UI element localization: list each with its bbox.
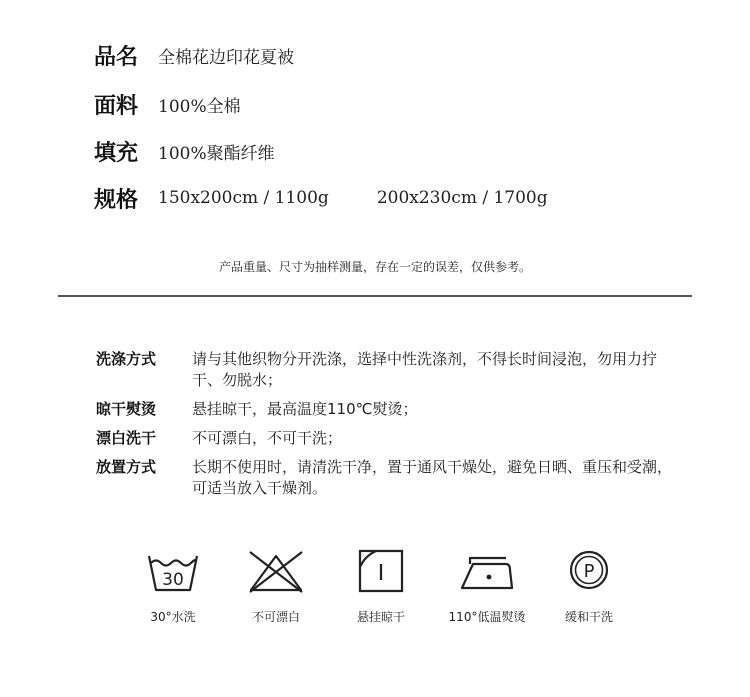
care-label-drying: 晾干熨烫 [96, 400, 157, 418]
no-bleach-symbol [221, 548, 331, 625]
iron-icon [456, 548, 518, 594]
dry-clean-letter: P [583, 561, 595, 582]
care-text-washing: 请与其他织物分开洗涤，选择中性洗涤剂，不得长时间浸泡，勿用力拧干、勿脱水； [192, 350, 658, 389]
care-text-drying: 悬挂晾干，最高温度110℃熨烫； [192, 400, 418, 418]
hang-dry-symbol [326, 548, 436, 625]
care-row-bleaching [96, 428, 686, 449]
spec-value-size-2: 200x230cm / 1700g [376, 188, 548, 208]
dry-clean-label: 缓和干洗 [564, 610, 613, 624]
iron-label: 110°低温熨烫 [448, 610, 526, 624]
care-row-storage [96, 457, 686, 499]
spec-label-fabric: 面料 [94, 93, 139, 119]
spec-label-size: 规格 [94, 187, 139, 213]
spec-row-filling [94, 136, 275, 166]
spec-label-name: 品名 [94, 44, 139, 70]
no-bleach-icon [245, 548, 307, 594]
care-text-bleaching: 不可漂白，不可干洗； [192, 429, 343, 447]
care-label-storage: 放置方式 [96, 458, 157, 476]
care-text-storage: 长期不使用时，请清洗干净，置于通风干燥处，避免日晒、重压和受潮，可适当放入干燥剂。 [192, 458, 673, 497]
spec-row-fabric [94, 89, 241, 119]
hang-dry-icon [357, 548, 405, 594]
care-row-drying [96, 399, 686, 420]
spec-row-name [94, 40, 294, 70]
spec-value-fabric: 100%全棉 [158, 96, 241, 117]
spec-value-name: 全棉花边印花夏被 [158, 47, 294, 68]
wash-temperature-number: 30 [162, 570, 184, 590]
hang-dry-label: 悬挂晾干 [356, 610, 405, 624]
spec-label-filling: 填充 [94, 140, 139, 166]
spec-value-size-1: 150x200cm / 1100g [158, 188, 329, 208]
care-row-washing [96, 349, 686, 391]
care-label-bleaching: 漂白洗干 [96, 429, 157, 447]
wash-tub-icon [145, 548, 201, 594]
dry-clean-p-icon [566, 548, 612, 594]
dry-clean-symbol [534, 548, 644, 625]
wash-30-symbol [118, 548, 228, 625]
spec-value-filling: 100%聚酯纤维 [158, 143, 275, 164]
spec-row-size [94, 183, 548, 213]
no-bleach-label: 不可漂白 [251, 610, 300, 624]
care-label-washing: 洗涤方式 [96, 350, 157, 368]
wash-30-label: 30°水洗 [150, 610, 196, 624]
iron-symbol [432, 548, 542, 625]
measurement-note: 产品重量、尺寸为抽样测量，存在一定的误差，仅供参考。 [218, 260, 531, 274]
divider [58, 295, 692, 297]
